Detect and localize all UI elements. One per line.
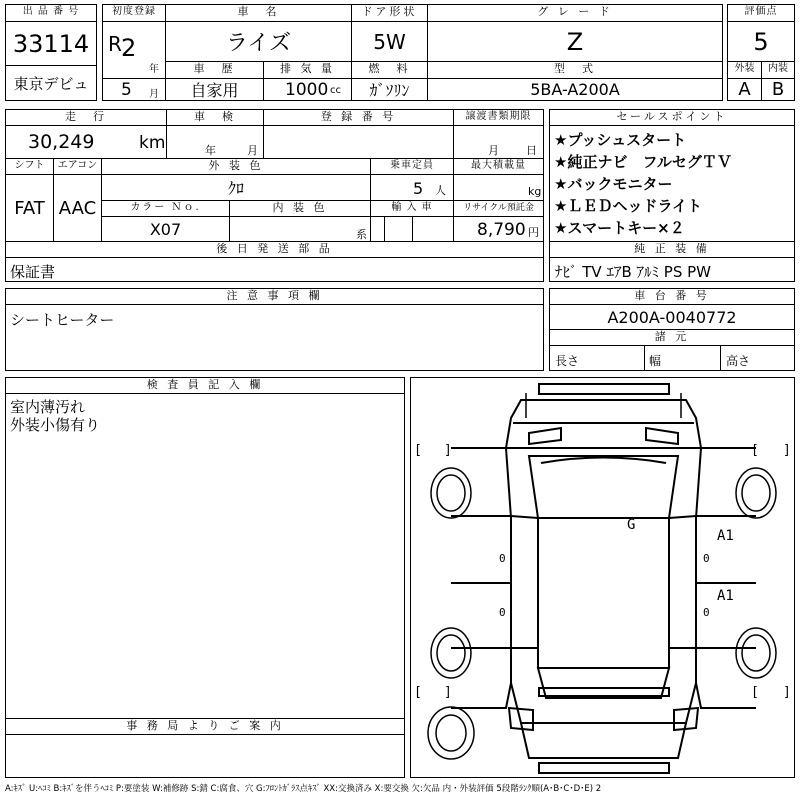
equipment-value: ﾅﾋﾞ TV ｴｱB ｱﾙﾐ PS PW (555, 263, 711, 281)
displacement-value: 1000 (285, 80, 329, 100)
rear-bumper-top (539, 688, 669, 696)
inspector-box (5, 393, 405, 719)
transfer-day-unit: 日 (526, 144, 537, 157)
roof (538, 518, 669, 668)
first-reg-month-cell (102, 78, 166, 101)
office-header: 事 務 局 よ り ご 案 内 (5, 718, 405, 735)
insp-month-unit: 月 (247, 144, 258, 157)
capacity-value: 5 (413, 179, 424, 198)
right-headlight (646, 428, 678, 444)
left-body-side (451, 448, 511, 708)
height-cell (720, 345, 795, 371)
era-letter: R (108, 32, 122, 56)
sales-point-item: ★純正ナビ フルセグＴＶ (554, 153, 732, 171)
model-value: 5BA-A200A (427, 78, 723, 101)
car-name-value: ライズ (165, 21, 352, 62)
shift-header: シフト (5, 158, 54, 175)
reg-no-cell (263, 125, 454, 159)
shift-value: FAT (5, 174, 54, 242)
mileage-value: 30,249 (28, 131, 95, 153)
recycle-unit: 円 (528, 226, 539, 239)
zero-mark: 0 (703, 552, 710, 565)
ext-value: A (727, 78, 762, 101)
later-parts-header: 後 日 発 送 部 品 (5, 241, 544, 258)
ac-header: エアコン (53, 158, 102, 175)
int-color-header: 内 装 色 (229, 200, 371, 217)
bracket-mark: [ (751, 443, 759, 458)
month-value: 5 (121, 80, 132, 100)
grade-header: グ レ ー ド (427, 4, 723, 22)
mileage-header: 走 行 (5, 109, 167, 126)
load-header: 最大積載量 (453, 158, 544, 175)
month-unit: 月 (149, 89, 159, 100)
chassis-header: 車 台 番 号 (549, 288, 795, 305)
later-parts-value: 保証書 (10, 263, 56, 281)
displacement-header: 排 気 量 (263, 61, 352, 79)
inspector-header: 検 査 員 記 入 欄 (5, 377, 405, 394)
sales-point-item: ★プッシュスタート (554, 131, 687, 149)
sales-point-item: ★バックモニター (554, 175, 673, 193)
length-cell (549, 345, 645, 371)
bracket-mark: [ (414, 443, 422, 458)
model-header: 型 式 (427, 61, 723, 79)
int-header: 内装 (761, 61, 795, 79)
int-color-unit: 系 (356, 228, 367, 241)
int-value: B (761, 78, 795, 101)
history-value: 自家用 (165, 78, 264, 101)
reg-no-header: 登 録 番 号 (263, 109, 454, 126)
mark-g: G (627, 517, 636, 533)
office-box (5, 734, 405, 778)
bracket-mark: ] (783, 443, 791, 458)
color-header: 外 装 色 (101, 158, 371, 175)
rear-bumper (539, 763, 669, 773)
zero-mark: 0 (499, 606, 506, 619)
front-bumper (539, 384, 669, 394)
import-cell-a (370, 216, 385, 242)
int-color-cell (229, 216, 371, 242)
chassis-value: A200A-0040772 (549, 304, 795, 330)
import-cell-b (384, 216, 413, 242)
sales-point-item: ★ＬＥＤヘッドライト (554, 197, 702, 215)
score-header: 評価点 (727, 4, 795, 22)
width-cell (644, 345, 721, 371)
ext-header: 外装 (727, 61, 762, 79)
history-header: 車 歴 (165, 61, 264, 79)
import-cell-c (412, 216, 454, 242)
height-label: 高さ (726, 354, 751, 368)
import-header: 輸 入 車 (370, 200, 454, 217)
displacement-unit: cc (330, 85, 341, 96)
windshield (529, 456, 678, 518)
door-value: 5W (351, 21, 428, 62)
bracket-mark: ] (444, 443, 452, 458)
debut-label: 東京デビュ (5, 65, 97, 101)
right-body-side (696, 448, 756, 708)
car-name-header: 車 名 (165, 4, 352, 22)
mileage-cell (5, 125, 167, 159)
capacity-header: 乗車定員 (370, 158, 454, 175)
load-cell (453, 174, 544, 201)
inspection-header: 車 検 (166, 109, 264, 126)
bracket-mark: [ (414, 685, 422, 700)
first-reg-header: 初度登録 (102, 4, 166, 22)
sales-points-header: セールスポイント (549, 109, 795, 126)
inspector-line: 室内薄汚れ (10, 398, 86, 416)
inspection-cell (166, 125, 264, 159)
grade-value: Z (427, 21, 723, 62)
width-label: 幅 (649, 354, 662, 368)
caution-header: 注 意 事 項 欄 (5, 288, 544, 305)
color-no-value: X07 (101, 216, 230, 242)
caution-value: シートヒーター (10, 311, 115, 329)
lot-no-header: 出 品 番 号 (5, 4, 97, 22)
fuel-header: 燃 料 (351, 61, 428, 79)
transfer-cell (453, 125, 544, 159)
sales-point-item: ★スマートキー×２ (554, 219, 685, 237)
equipment-cell (549, 257, 795, 282)
bracket-mark: [ (751, 685, 759, 700)
fuel-value: ｶﾞｿﾘﾝ (351, 78, 428, 101)
length-label: 長さ (555, 354, 580, 368)
color-no-header: カラー Ｎｏ. (101, 200, 230, 217)
load-unit: kg (528, 185, 542, 198)
recycle-cell (453, 216, 544, 242)
sales-points-box (549, 125, 795, 242)
door-header: ドア形状 (351, 4, 428, 22)
capacity-cell (370, 174, 454, 201)
legend-line: A:ｷｽﾞ U:ﾍｺﾐ B:ｷｽﾞを伴うﾍｺﾐ P:要塗装 W:補修跡 S:錆 C:腐食、穴 G:ﾌﾛﾝﾄｶﾞﾗｽ点ｷｽﾞ XX:交換済み X:要交換 欠:欠品 内・外装評価 5段階ﾗﾝｸ順(A･B･C･D･E) 2 (5, 784, 602, 794)
transfer-header: 譲渡書類期限 (453, 109, 544, 126)
car-diagram-svg (411, 378, 795, 778)
inspector-line: 外装小傷有り (10, 416, 101, 434)
mark-a1-front-door: A1 (717, 528, 734, 544)
later-parts-cell (5, 257, 544, 282)
left-headlight (529, 428, 561, 444)
mileage-unit: km (139, 133, 166, 153)
era-year: 2 (121, 34, 137, 62)
mark-a1-rear-door: A1 (717, 588, 734, 604)
capacity-unit: 人 (435, 184, 446, 197)
rear-glass (538, 668, 669, 698)
bracket-mark: ] (783, 685, 791, 700)
caution-box (5, 304, 544, 371)
recycle-value: 8,790 (477, 220, 526, 240)
insp-year-unit: 年 (205, 144, 216, 157)
equipment-header: 純 正 装 備 (549, 241, 795, 258)
recycle-header: リサイクル預託金 (453, 200, 544, 217)
lot-no-value: 33114 (5, 21, 97, 66)
car-diagram (410, 377, 795, 778)
displacement-cell (263, 78, 352, 101)
transfer-month-unit: 月 (488, 144, 499, 157)
score-value: 5 (727, 21, 795, 62)
bracket-mark: ] (444, 685, 452, 700)
dims-header: 諸 元 (549, 329, 795, 346)
zero-mark: 0 (703, 606, 710, 619)
year-unit: 年 (149, 64, 159, 75)
ac-value: AAC (53, 174, 102, 242)
rear-hatch (521, 723, 686, 758)
color-value: ｸﾛ (101, 174, 371, 201)
first-reg-year-cell (102, 21, 166, 79)
zero-mark: 0 (499, 552, 506, 565)
